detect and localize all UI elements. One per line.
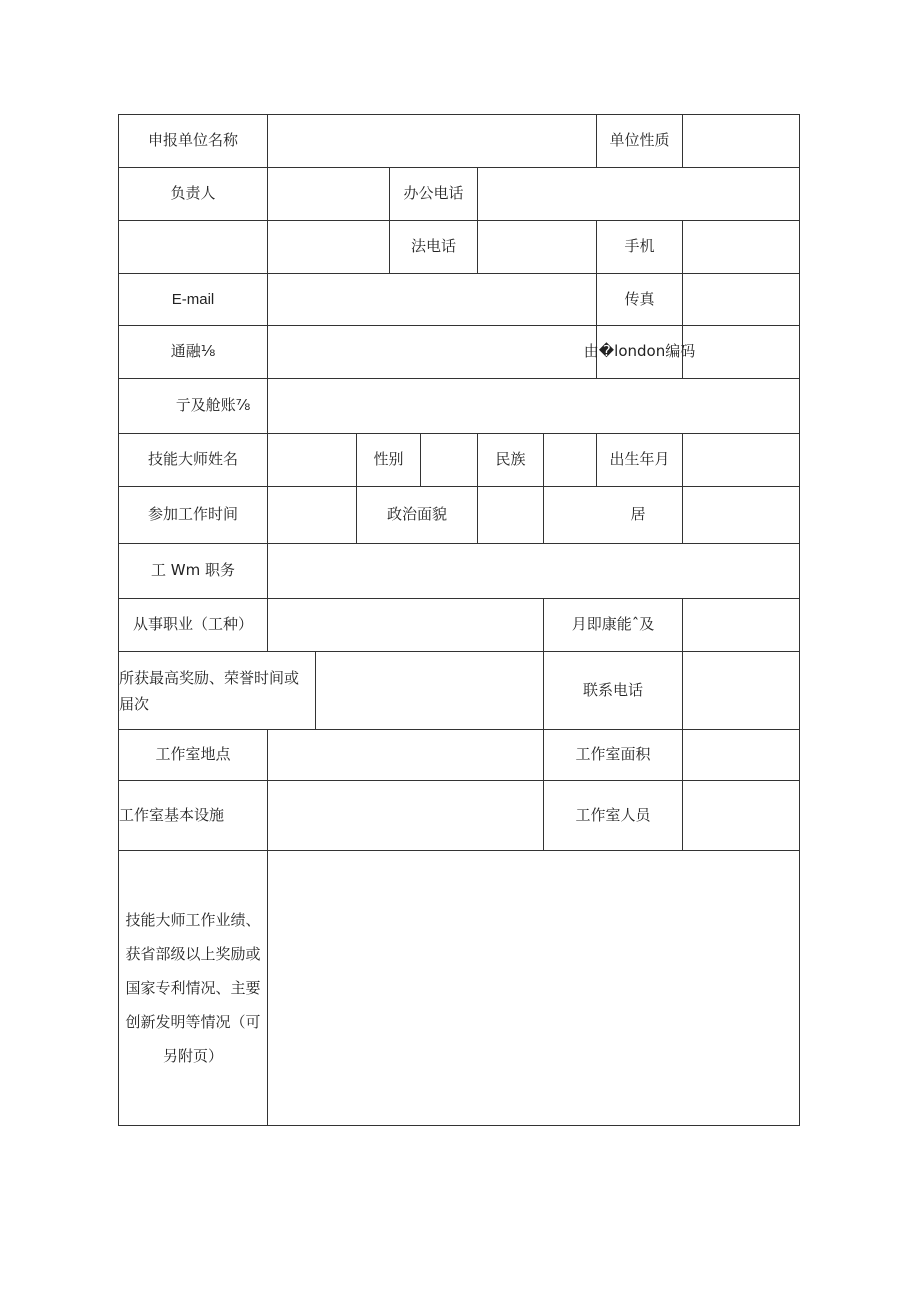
legal-phone-field[interactable] [477,220,597,274]
occupation-text: 从事职业（工种） [132,615,253,634]
email-text: E-mail [171,290,215,308]
studio-location-field[interactable] [267,729,544,781]
political-label [356,486,478,544]
address-text: 通融⅛ [170,342,216,361]
level-label [543,598,683,652]
political-field[interactable] [477,486,544,544]
political-text: 政治面貌 [386,505,447,524]
mobile-label [596,220,683,274]
ethnicity-text: 民族 [495,450,526,469]
account-label [118,378,268,434]
leader-label [118,167,268,221]
leader-extra-field[interactable] [267,220,390,274]
ethnicity-label [477,433,544,487]
residence-field[interactable] [682,486,800,544]
master-name-label [118,433,268,487]
birth-text: 出生年月 [609,450,670,469]
master-name-field[interactable] [267,433,357,487]
unit-nature-text: 单位性质 [609,131,670,150]
staff-field[interactable] [682,780,800,851]
fax-label [596,273,683,326]
achievements-label [118,850,268,1126]
studio-area-label [543,729,683,781]
account-field[interactable] [267,378,800,434]
work-start-text: 参加工作时间 [147,505,238,524]
unit-nature-field[interactable] [682,114,800,168]
facilities-field[interactable] [267,780,544,851]
title-field[interactable] [267,543,800,599]
residence-text: 居 [630,505,646,524]
fax-field[interactable] [682,273,800,326]
work-start-label [118,486,268,544]
residence-label [543,486,683,544]
leader-field[interactable] [267,167,390,221]
leader-extra-cell [118,220,268,274]
birth-label [596,433,683,487]
unit-nature-label [596,114,683,168]
gender-label [356,433,421,487]
work-start-field[interactable] [267,486,357,544]
address-field[interactable] [267,325,597,379]
award-text: 所获最高奖励、荣誉时间或届次 [119,668,300,713]
studio-area-field[interactable] [682,729,800,781]
birth-field[interactable] [682,433,800,487]
gender-field[interactable] [420,433,478,487]
mobile-text: 手机 [624,237,655,256]
unit-name-field[interactable] [267,114,597,168]
mobile-field[interactable] [682,220,800,274]
studio-location-label [118,729,268,781]
facilities-label [118,780,268,851]
postcode-field[interactable] [682,325,800,379]
occupation-field[interactable] [267,598,544,652]
master-name-text: 技能大师姓名 [147,450,238,469]
contact-field[interactable] [682,651,800,730]
office-phone-field[interactable] [477,167,800,221]
office-phone-text: 办公电话 [403,184,464,203]
postcode-label [583,325,696,379]
email-field[interactable] [267,273,597,326]
facilities-text: 工作室基本设施 [119,805,225,824]
studio-area-text: 工作室面积 [575,745,651,764]
gender-text: 性别 [373,450,404,469]
contact-label [543,651,683,730]
level-text: 月即康能ˆ及 [571,615,655,634]
achievements-field[interactable] [267,850,800,1126]
application-form [118,114,800,1126]
account-text: 亍及舱账⅞ [175,396,251,415]
staff-label [543,780,683,851]
staff-text: 工作室人员 [575,805,651,824]
legal-phone-text: 法电话 [410,237,456,256]
fax-text: 传真 [624,289,655,308]
achievements-text: 技能大师工作业绩、获省部级以上奖励或国家专利情况、主要创新发明等情况（可另附页） [125,911,261,1065]
unit-name-text: 申报单位名称 [147,131,238,150]
studio-location-text: 工作室地点 [155,745,231,764]
level-field[interactable] [682,598,800,652]
title-text: 工 Wm 职务 [151,561,235,580]
postcode-text: 由�london编码 [583,342,696,361]
email-label [118,273,268,326]
leader-text: 负责人 [170,184,216,203]
award-label [118,651,316,730]
office-phone-label [389,167,478,221]
occupation-label [118,598,268,652]
award-field[interactable] [315,651,544,730]
ethnicity-field[interactable] [543,433,597,487]
unit-name-label [118,114,268,168]
legal-phone-label [389,220,478,274]
contact-text: 联系电话 [582,680,643,699]
title-label [118,543,268,599]
address-label [118,325,268,379]
